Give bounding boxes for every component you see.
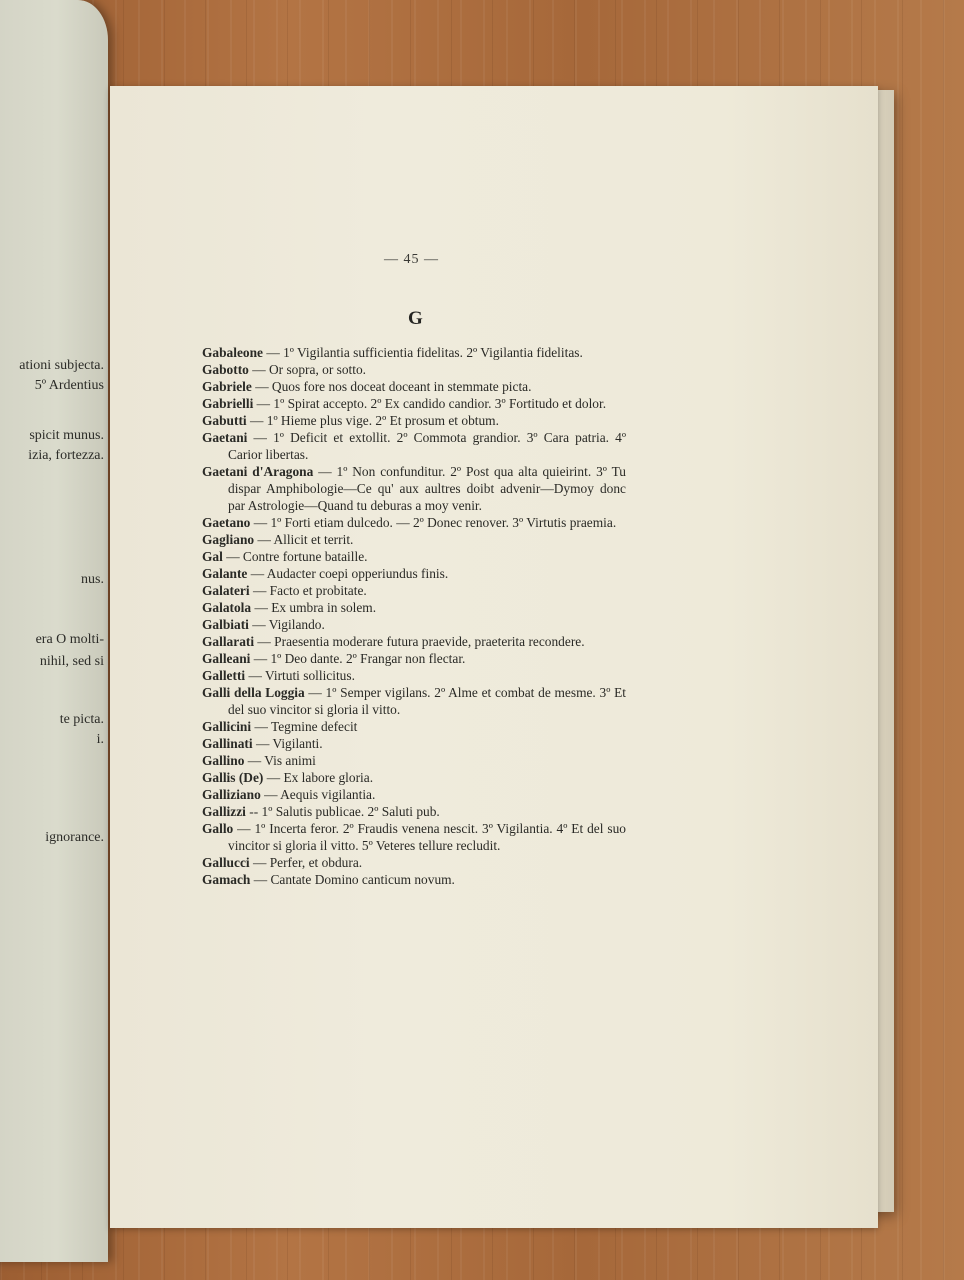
motto-text: — 1º Hieme plus vige. 2º Et prosum et obtum.	[246, 413, 499, 428]
family-name: Gaetani d'Aragona	[202, 464, 314, 479]
motto-text: — Quos fore nos doceat doceant in stemmate picta.	[251, 379, 532, 394]
motto-text: — Tegmine defecit	[251, 719, 358, 734]
motto-text: — Or sopra, or sotto.	[248, 362, 367, 377]
motto-entry	[202, 752, 626, 769]
motto-text: — Allicit et territ.	[254, 532, 354, 547]
left-page-line: 5º Ardentius	[34, 378, 104, 393]
motto-entry	[202, 429, 626, 463]
motto-text: -- 1º Salutis publicae. 2º Saluti pub.	[245, 804, 440, 819]
left-page-line: nus.	[81, 572, 104, 587]
motto-text: — Audacter coepi opperiundus finis.	[247, 566, 449, 581]
motto-entry	[202, 514, 626, 531]
motto-text: — Ex labore gloria.	[263, 770, 374, 785]
family-name: Gallicini	[202, 719, 252, 734]
family-name: Galliziano	[202, 787, 261, 802]
motto-entry	[202, 803, 626, 820]
motto-text: — Vigilando.	[248, 617, 325, 632]
family-name: Galateri	[202, 583, 250, 598]
motto-entry	[202, 565, 626, 582]
family-name: Galatola	[202, 600, 252, 615]
motto-entry	[202, 667, 626, 684]
family-name: Gallo	[202, 821, 234, 836]
family-name: Gabutti	[202, 413, 247, 428]
motto-entry	[202, 633, 626, 650]
family-name: Galleani	[202, 651, 251, 666]
family-name: Gabriele	[202, 379, 252, 394]
motto-text: — Contre fortune bataille.	[222, 549, 368, 564]
motto-text: — Praesentia moderare futura praevide, praeterita recondere.	[254, 634, 585, 649]
family-name: Gaetani	[202, 430, 248, 445]
left-page-line: era O molti-	[35, 632, 104, 647]
motto-text: — Aequis vigilantia.	[260, 787, 376, 802]
family-name: Galante	[202, 566, 248, 581]
motto-text: — 1º Non confunditur. 2º Post qua alta quieirint. 3º Tu dispar Amphibologie—Ce qu' aux aultres doibt advenir—Dymoy donc par Astrologie—Quand tu deburas a moy venir.	[228, 464, 626, 513]
motto-entry	[202, 650, 626, 667]
left-page-line: te picta.	[59, 712, 104, 727]
motto-text: — Facto et probitate.	[249, 583, 367, 598]
motto-entry	[202, 378, 626, 395]
family-name: Gal	[202, 549, 223, 564]
left-page-line: nihil, sed si	[39, 654, 104, 669]
motto-text: — Vigilanti.	[252, 736, 323, 751]
motto-text: — 1º Spirat accepto. 2º Ex candido candior. 3º Fortitudo et dolor.	[253, 396, 607, 411]
family-name: Gallino	[202, 753, 245, 768]
family-name: Gabotto	[202, 362, 249, 377]
family-name: Gallucci	[202, 855, 250, 870]
motto-text: — 1º Vigilantia sufficientia fidelitas. 2º Vigilantia fidelitas.	[263, 345, 583, 360]
motto-text: — Vis animi	[244, 753, 316, 768]
section-letter: G	[408, 308, 423, 329]
motto-entry	[202, 463, 626, 514]
page-number: — 45 —	[384, 252, 439, 267]
family-name: Gallizzi	[202, 804, 246, 819]
left-page-line: izia, fortezza.	[28, 448, 104, 463]
family-name: Gallis (De)	[202, 770, 264, 785]
motto-text: — Cantate Domino canticum novum.	[250, 872, 455, 887]
motto-entry	[202, 548, 626, 565]
motto-text: — Ex umbra in solem.	[251, 600, 377, 615]
left-page-line: spicit munus.	[29, 428, 104, 443]
motto-entry	[202, 735, 626, 752]
motto-entry	[202, 854, 626, 871]
motto-entry	[202, 718, 626, 735]
motto-text: — 1º Deo dante. 2º Frangar non flectar.	[250, 651, 466, 666]
motto-entry	[202, 531, 626, 548]
motto-entry	[202, 599, 626, 616]
motto-text: — 1º Deficit et extollit. 2º Commota grandior. 3º Cara patria. 4º Carior libertas.	[228, 430, 626, 462]
family-name: Galletti	[202, 668, 246, 683]
motto-text: — 1º Incerta feror. 2º Fraudis venena nescit. 3º Vigilantia. 4º Et del suo vincitor si gloria il vitto. 5º Veteres tellure recludit.	[228, 821, 626, 853]
motto-text: — Perfer, et obdura.	[249, 855, 363, 870]
motto-entry-list	[202, 344, 626, 888]
left-page-line: i.	[96, 732, 104, 747]
family-name: Gabrielli	[202, 396, 254, 411]
motto-entry	[202, 582, 626, 599]
left-page	[0, 0, 108, 1262]
family-name: Galli della Loggia	[202, 685, 305, 700]
family-name: Gallarati	[202, 634, 255, 649]
motto-text: — 1º Forti etiam dulcedo. — 2º Donec renover. 3º Virtutis praemia.	[250, 515, 617, 530]
motto-entry	[202, 684, 626, 718]
motto-entry	[202, 786, 626, 803]
motto-entry	[202, 412, 626, 429]
motto-entry	[202, 616, 626, 633]
left-page-line: ationi subjecta.	[19, 358, 104, 373]
motto-entry	[202, 820, 626, 854]
motto-entry	[202, 769, 626, 786]
left-page-line: ignorance.	[45, 830, 104, 845]
motto-text: — Virtuti sollicitus.	[245, 668, 355, 683]
family-name: Gamach	[202, 872, 251, 887]
motto-text: — 1º Semper vigilans. 2º Alme et combat de mesme. 3º Et del suo vincitor si gloria il vitto.	[228, 685, 626, 717]
motto-entry	[202, 395, 626, 412]
motto-entry	[202, 871, 626, 888]
motto-entry	[202, 361, 626, 378]
family-name: Gallinati	[202, 736, 253, 751]
family-name: Gabaleone	[202, 345, 264, 360]
family-name: Galbiati	[202, 617, 249, 632]
motto-entry	[202, 344, 626, 361]
family-name: Gagliano	[202, 532, 255, 547]
family-name: Gaetano	[202, 515, 251, 530]
